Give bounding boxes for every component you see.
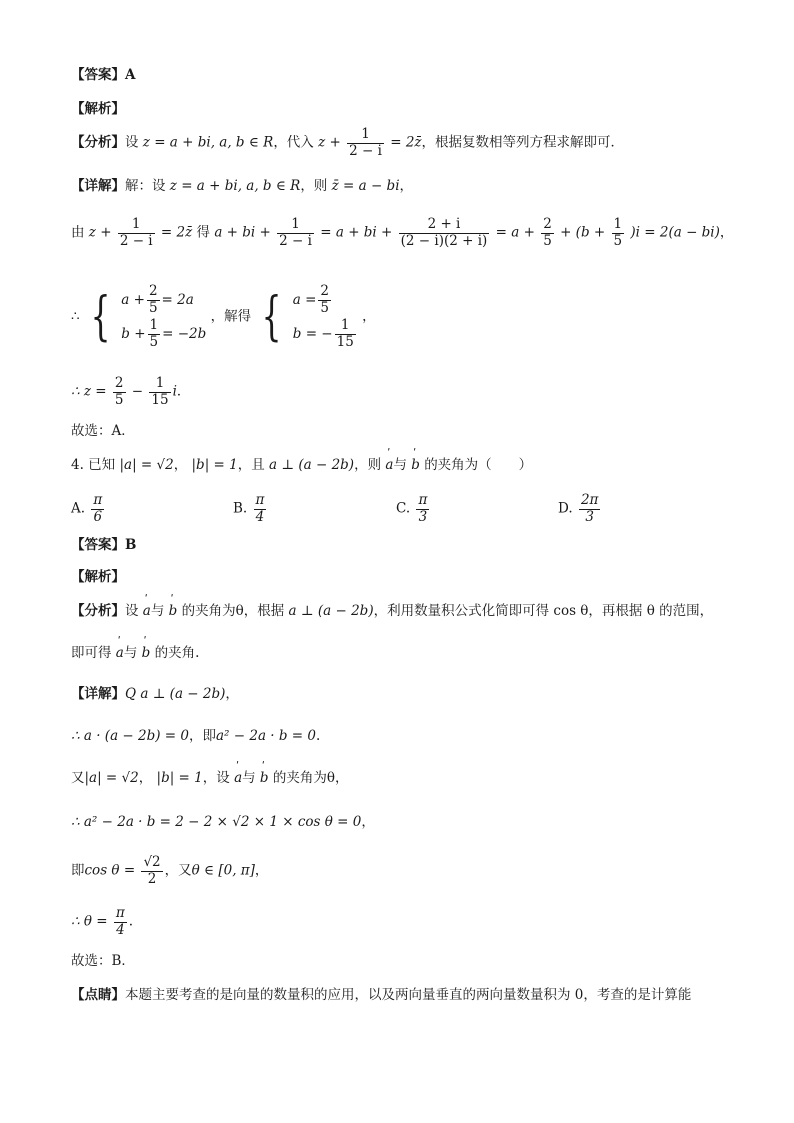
result-q3 [71,376,190,408]
fraction: $\frac{1}{2 - i}$ [279,216,312,249]
option-d: D. $\frac{2\pi}{3}$ [558,492,599,525]
math: ∴ z = [71,383,107,400]
left-brace-icon: { [261,287,282,347]
fraction: $\frac{√2}{2}$ [143,854,161,887]
math: ∴ a² − 2a · b = 2 − 2 × √2 × 1 × cos θ = 0 [71,814,362,830]
math: |a| = √2 [84,770,139,786]
fenxi-tag: 【分析】 [71,603,125,619]
text: 设 [125,134,139,151]
text: ， [362,308,376,325]
vector-a: ˈ a [143,603,151,619]
analysis-label-q3: 【解析】 [71,101,125,117]
derivation-step-q3 [71,217,733,249]
math: ∴ θ = [71,913,108,930]
text: ，解得 [210,308,252,325]
vector-b: ˈ b [142,645,151,661]
system-1: a + $\frac{2}{5}$ = 2a b + $\frac{1}{5}$ = −2b [121,282,207,350]
xiangjie-tag: 【详解】 [71,178,125,194]
xiangjie-tag: 【详解】 [71,686,125,702]
therefore-symbol: ∴ [71,308,80,325]
fraction: $\frac{1}{2 - i}$ [119,216,153,249]
math: cos θ = [84,862,136,879]
system-2: a = $\frac{2}{5}$ b = − $\frac{1}{15}$ [292,282,354,350]
answer-label-q3: 【答案】A [71,67,136,83]
fraction: $\frac{1}{2 - i}$ [349,126,382,159]
math: z̄ = a − bi [331,178,400,194]
step-5-q4: 即cos θ = $\frac{√2}{2}$ ，又θ ∈ [0, π]， [71,854,269,887]
text: ． [176,383,191,400]
math: a ⊥ (a − 2b) [269,457,355,473]
math: a ⊥ (a − 2b) [288,603,374,619]
text: ，则 [300,178,328,194]
text: ， [719,224,734,241]
analysis-label-q4: 【解析】 [71,569,125,585]
question-stem-q4: 4. 已知 |a| = √2， |b| = 1，且 a ⊥ (a − 2b)，则 ˈ a与 ˈ b 的夹角为（ ） [71,457,532,473]
math: )i = 2(a − bi) [630,224,720,241]
fraction: $\frac{\pi}{4}$ [115,905,125,938]
step-2-q4: ∴ a · (a − 2b) = 0，即a² − 2a · b = 0. [71,728,321,744]
detailed-solution-q4: 【详解】Q a ⊥ (a − 2b)， [71,686,239,702]
dianjing-tag: 【点睛】 [71,987,125,1003]
math: ∴ a · (a − 2b) = 0 [71,728,189,744]
math: a² − 2a · b = 0 [216,728,316,744]
math: |b| = 1 [156,770,203,786]
math: − [131,383,144,400]
math: = 2z̄ [160,224,193,241]
text: ，代入 [273,134,314,151]
choice-q3: 故选：A． [71,423,135,439]
math: a + bi + [214,224,271,241]
vector-a: ˈ a [234,770,242,786]
text: 得 [196,224,211,241]
vector-a: ˈ a [385,457,393,473]
text: ，根据复数相等列方程求解即可． [421,134,625,151]
math: θ ∈ [0, π] [191,862,255,879]
fraction: $\frac{2}{5}$ [543,216,552,249]
math: = 2z̄ [390,134,422,151]
vector-b: ˈ b [169,603,178,619]
step-4-q4: ∴ a² − 2a · b = 2 − 2 × √2 × 1 × cos θ = 0， [71,814,375,830]
math: z + [88,224,112,241]
math: z = a + bi, a, b ∈ R [169,178,301,194]
math: |a| = √2 [119,457,174,473]
text: 由 [71,224,85,241]
option-b: B. $\frac{\pi}{4}$ [233,492,265,525]
math: Q a ⊥ (a − 2b) [125,686,226,702]
vector-b: ˈ b [260,770,269,786]
option-c: C. $\frac{\pi}{3}$ [396,492,428,525]
choice-q4: 故选：B． [71,953,135,969]
vector-b: ˈ b [411,457,420,473]
left-brace-icon: { [90,287,111,347]
text: 本题主要考查的是向量的数量积的应用，以及两向量垂直的两向量数量积为 0，考查的是计算能 [125,987,692,1003]
math: = a + [495,224,535,241]
equation-system-q3 [71,283,376,351]
fraction: $\frac{1}{15}$ [151,375,169,408]
option-a: A. $\frac{\pi}{6}$ [71,492,103,525]
vector-a: ˈ a [116,645,124,661]
text: 4. 已知 [71,457,116,473]
remark-q4 [71,987,691,1003]
detailed-solution-q3 [71,178,413,194]
answer-label-q4: 【答案】B [71,537,137,553]
step-6-q4: ∴ θ = $\frac{\pi}{4}$ . [71,905,134,938]
math: |b| = 1 [191,457,238,473]
math: + (b + [560,224,606,241]
text: ， [399,178,414,194]
analysis-summary-q4-cont: 即可得 ˈ a与 ˈ b 的夹角. [71,645,199,661]
fraction: $\frac{2}{5}$ [114,375,124,408]
fraction: $\frac{1}{5}$ [613,216,623,249]
fenxi-tag: 【分析】 [71,134,125,151]
text: 解：设 [125,178,166,194]
math: i [172,383,177,400]
analysis-summary-q3 [71,127,624,159]
math: z = a + bi, a, b ∈ R [142,134,274,151]
math: = a + bi + [320,224,393,241]
math: z + [318,134,341,151]
fraction: $\frac{2 + i}{(2 - i)(2 + i)}$ [400,216,488,249]
analysis-summary-q4: 【分析】设 ˈ a与 ˈ b 的夹角为θ，根据 a ⊥ (a − 2b)，利用数量积公式化简即可得 cos θ，再根据 θ 的范围， [71,603,713,619]
text: 的夹角为（ ） [424,457,533,473]
step-3-q4: 又|a| = √2， |b| = 1，设 ˈ a与 ˈ b 的夹角为θ， [71,770,349,786]
